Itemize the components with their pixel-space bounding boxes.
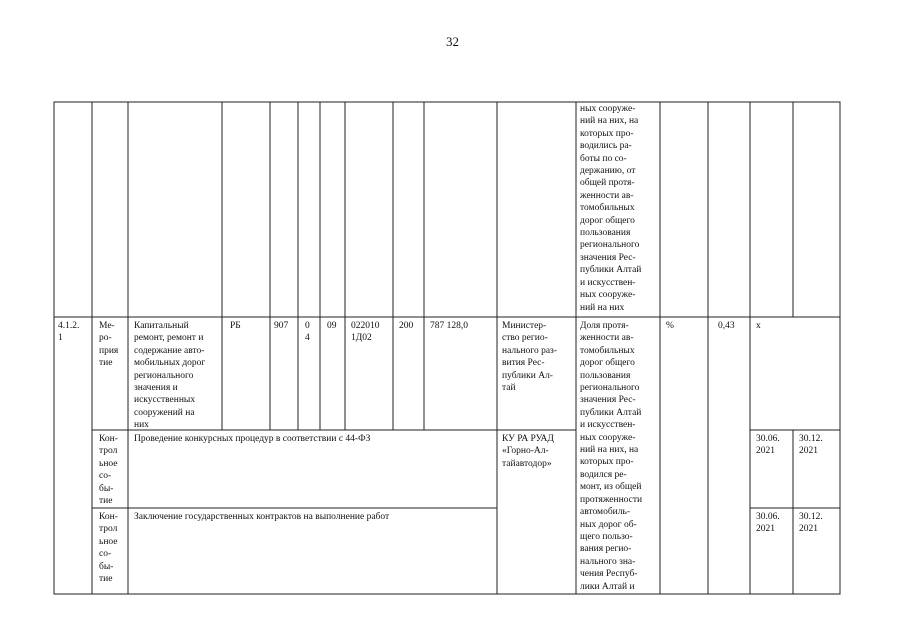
measure-code: 4.1.2. 1 bbox=[58, 321, 80, 344]
measure-type: Ме- ро- прия тие bbox=[99, 321, 119, 369]
control-event-end-date: 30.12. 2021 bbox=[799, 434, 823, 457]
start-date-mark: x bbox=[756, 321, 761, 331]
funding-amount: 787 128,0 bbox=[430, 321, 468, 331]
kbk-section: 0 4 bbox=[305, 321, 310, 344]
indicator-unit: % bbox=[666, 321, 674, 331]
control-event-executor: КУ РА РУАД «Горно-Ал- тайавтодор» bbox=[502, 434, 554, 469]
kbk-subsection: 09 bbox=[327, 321, 337, 331]
control-event-type: Кон- трол ьное со- бы- тие bbox=[99, 434, 118, 507]
funding-source: РБ bbox=[230, 321, 241, 331]
measure-name: Капитальный ремонт, ремонт и содержание авто- мобильных дорог регионального значения и искусственных сооружений на них bbox=[134, 321, 206, 431]
control-event-type: Кон- трол ьное со- бы- тие bbox=[99, 512, 118, 585]
executor: Министер- ство регио- нального раз- вития Рес- публики Ал- тай bbox=[502, 321, 557, 394]
kbk-target-item: 022010 1Д02 bbox=[351, 321, 380, 344]
indicator-continuation: ных сооруже- ний на них, на которых про- водились ра- боты по со- держанию, от общей протя- женности ав- томобильных дорог общего пользования регионального значения Рес- публики Алтай и искусствен- ных сооруже- ний на них bbox=[580, 104, 642, 313]
kbk-expense-type: 200 bbox=[399, 321, 414, 331]
indicator-value: 0,43 bbox=[718, 321, 735, 331]
page-number: 32 bbox=[446, 34, 459, 49]
control-event-name: Проведение конкурсных процедур в соответствии с 44-ФЗ bbox=[134, 434, 371, 444]
kbk-grbs: 907 bbox=[274, 321, 289, 331]
control-event-end-date: 30.12. 2021 bbox=[799, 512, 823, 535]
control-event-start-date: 30.06. 2021 bbox=[756, 434, 780, 457]
control-event-start-date: 30.06. 2021 bbox=[756, 512, 780, 535]
indicator-name: Доля протя- женности ав- томобильных дорог общего пользования регионального значения Рес- публики Алтай и искусствен- ных сооруже- ний на них, на которых про- водился ре- монт, из общей протяженности автомобиль- ных дорог об- щего пользо- вания регио- нального зна- чения Респуб- лики Алтай и bbox=[580, 321, 643, 592]
control-event-name: Заключение государственных контрактов на выполнение работ bbox=[134, 512, 390, 522]
